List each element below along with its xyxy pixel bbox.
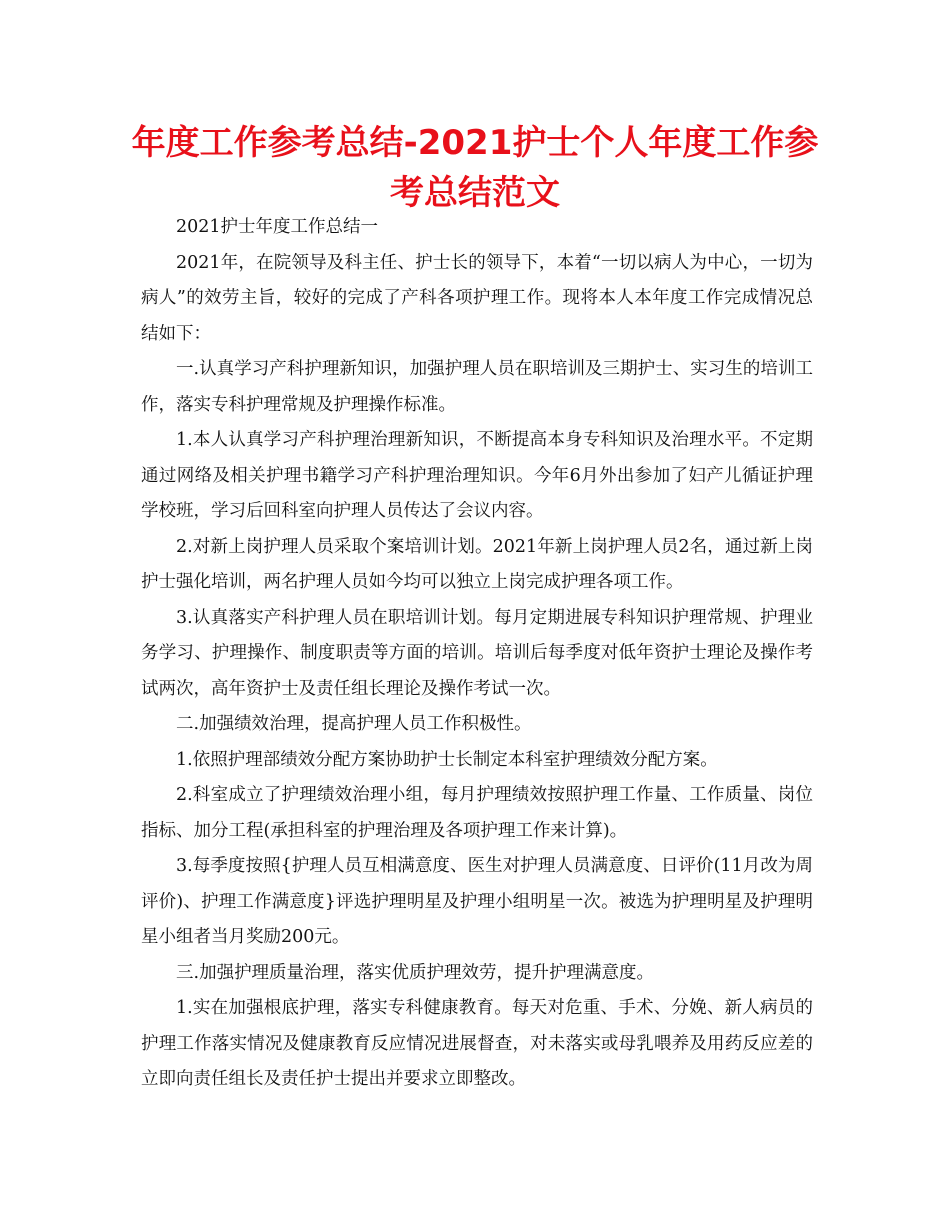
paragraph: 1.实在加强根底护理，落实专科健康教育。每天对危重、手术、分娩、新人病员的护理工作落实情况及健康教育反应情况进展督查，对未落实或母乳喂养及用药反应差的立即向责任组长及责任护士提出并要求立即整改。 — [141, 998, 813, 1089]
paragraph: 1.本人认真学习产科护理治理新知识，不断提高本身专科知识及治理水平。不定期通过网络及相关护理书籍学习产科护理治理知识。今年6月外出参加了妇产儿循证护理学校班，学习后回科室向护理人员传达了会议内容。 — [141, 430, 813, 521]
paragraph: 3.每季度按照{护理人员互相满意度、医生对护理人员满意度、日评价(11月改为周评价)、护理工作满意度}评选护理明星及护理小组明星一次。被选为护理明星及护理明星小组者当月奖励200元。 — [141, 856, 813, 947]
document-title: 年度工作参考总结-2021护士个人年度工作参考总结范文 — [131, 123, 819, 213]
paragraph: 2.科室成立了护理绩效治理小组，每月护理绩效按照护理工作量、工作质量、岗位指标、加分工程(承担科室的护理治理及各项护理工作来计算)。 — [141, 785, 813, 841]
paragraph: 1.依照护理部绩效分配方案协助护士长制定本科室护理绩效分配方案。 — [176, 749, 718, 770]
paragraph: 3.认真落实产科护理人员在职培训计划。每月定期进展专科知识护理常规、护理业务学习、护理操作、制度职责等方面的培训。培训后每季度对低年资护士理论及操作考试两次，高年资护士及责任组长理论及操作考试一次。 — [141, 607, 813, 699]
paragraph: 2.对新上岗护理人员采取个案培训计划。2021年新上岗护理人员2名，通过新上岗护士强化培训，两名护理人员如今均可以独立上岗完成护理各项工作。 — [141, 536, 813, 592]
section-heading: 一.认真学习产科护理新知识，加强护理人员在职培训及三期护士、实习生的培训工作，落实专科护理常规及护理操作标准。 — [141, 359, 813, 415]
section-heading: 2021护士年度工作总结一 — [176, 217, 379, 237]
document-body — [141, 210, 813, 1098]
section-heading: 二.加强绩效治理，提高护理人员工作积极性。 — [176, 714, 532, 734]
section-heading: 三.加强护理质量治理，落实优质护理效劳，提升护理满意度。 — [176, 962, 655, 983]
paragraph: 2021年，在院领导及科主任、护士长的领导下，本着“一切以病人为中心，一切为病人”的效劳主旨，较好的完成了产科各项护理工作。现将本人本年度工作完成情况总结如下： — [141, 252, 813, 344]
